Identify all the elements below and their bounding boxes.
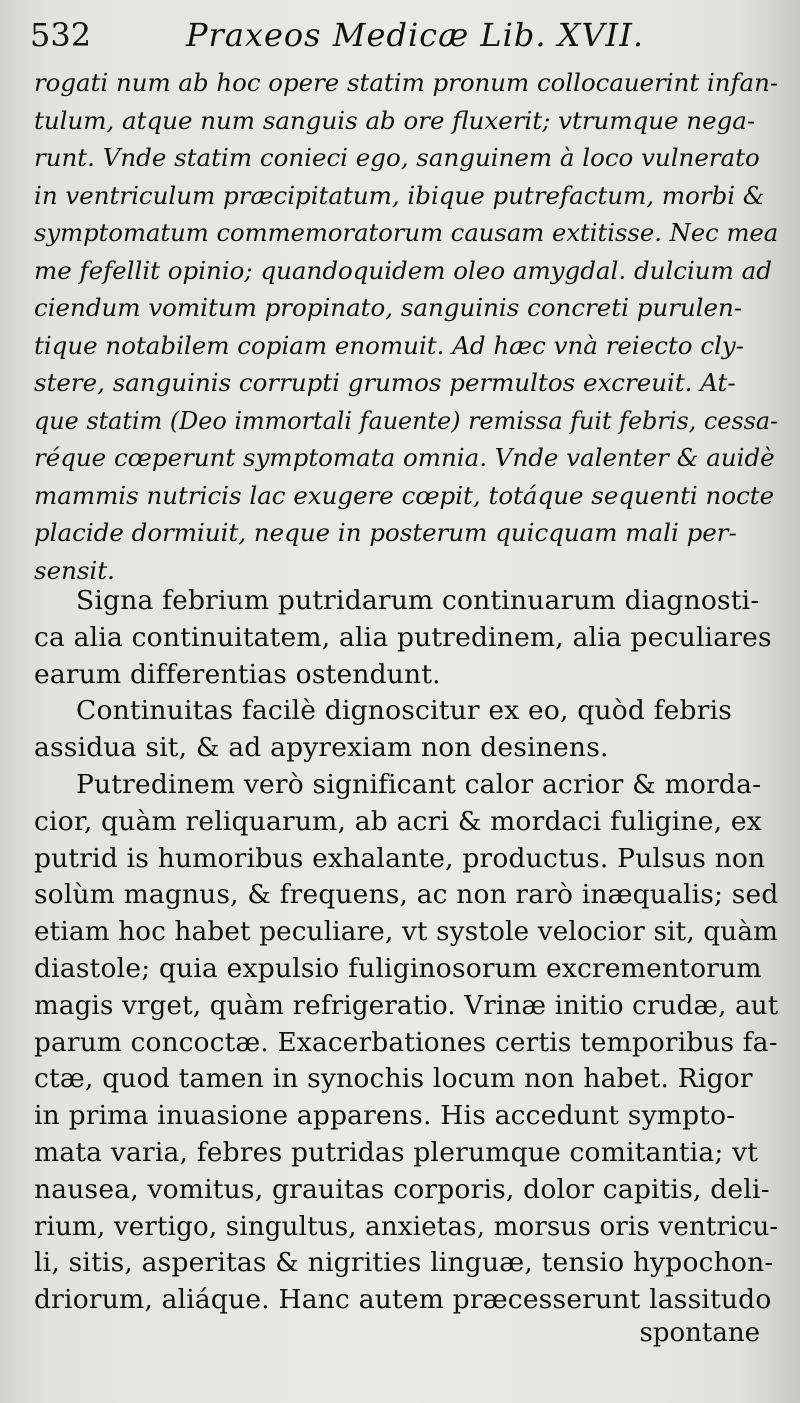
text-line: me fefellit opinio; quandoquidem oleo amygdal. dulcium ad bbox=[34, 255, 772, 285]
text-line: runt. Vnde statim conieci ego, sanguinem à loco vulnerato bbox=[34, 143, 760, 172]
text-line: in prima inuasione apparens. His accedunt sympto- bbox=[34, 1100, 736, 1132]
text-line: putrid is humoribus exhalante, productus. Pulsus non bbox=[34, 842, 766, 874]
text-line: stere, sanguinis corrupti grumos permultos excreuit. At- bbox=[34, 368, 736, 397]
text-line: que statim (Deo immortali fauente) remissa fuit febris, cessa- bbox=[34, 405, 779, 435]
text-line: placide dormiuit, neque in posterum quicquam mali per- bbox=[34, 518, 737, 547]
text-line: magis vrget, quàm refrigeratio. Vrinæ initio crudæ, aut bbox=[34, 989, 779, 1021]
text-line: tulum, atque num sanguis ab ore fluxerit; vtrumque nega- bbox=[34, 105, 756, 135]
text-line: mata varia, febres putridas plerumque comitantia; vt bbox=[34, 1136, 759, 1168]
text-line: ctæ, quod tamen in synochis locum non habet. Rigor bbox=[34, 1063, 753, 1095]
text-line: nausea, vomitus, grauitas corporis, dolor capitis, deli- bbox=[34, 1173, 770, 1205]
text-line: mammis nutricis lac exugere cœpit, totáque sequenti nocte bbox=[34, 480, 775, 510]
text-line: Signa febrium putridarum continuarum diagnosti- bbox=[76, 585, 760, 616]
text-line: diastole; quia expulsio fuliginosorum excrementorum bbox=[34, 952, 762, 984]
text-line: Continuitas facilè dignoscitur ex eo, quòd febris bbox=[76, 695, 733, 727]
text-line: driorum, aliáque. Hanc autem præcesserunt lassitudo bbox=[34, 1284, 772, 1316]
text-line: cior, quàm reliquarum, ab acri & mordaci fuligine, ex bbox=[34, 805, 762, 837]
italic-case-report bbox=[34, 64, 778, 589]
running-header bbox=[26, 14, 780, 58]
text-line: etiam hoc habet peculiare, vt systole velocior sit, quàm bbox=[34, 916, 779, 948]
text-line: réque cœperunt symptomata omnia. Vnde valenter & auidè bbox=[34, 443, 775, 472]
text-line: tique notabilem copiam enomuit. Ad hæc vnà reiecto cly- bbox=[34, 330, 745, 360]
text-line: rogati num ab hoc opere statim pronum collocauerint infan- bbox=[34, 68, 779, 97]
text-line: parum concoctæ. Exacerbationes certis temporibus fa- bbox=[34, 1026, 778, 1058]
text-line: ciendum vomitum propinato, sanguinis concreti purulen- bbox=[34, 293, 743, 322]
text-line: Putredinem verò significant calor acrior & morda- bbox=[76, 768, 762, 800]
text-line: symptomatum commemoratorum causam extitisse. Nec mea bbox=[34, 218, 779, 247]
text-line: rium, vertigo, singultus, anxietas, morsus oris ventricu- bbox=[34, 1210, 779, 1242]
text-line: ca alia continuitatem, alia putredinem, alia peculiares bbox=[34, 621, 772, 653]
text-line: in ventriculum præcipitatum, ibique putrefactum, morbi & bbox=[34, 180, 765, 210]
text-line: earum differentias ostendunt. bbox=[34, 658, 441, 690]
roman-body-text bbox=[34, 583, 778, 1319]
catchword: spontane bbox=[639, 1318, 760, 1348]
running-title: Praxeos Medicæ Lib. XVII. bbox=[186, 16, 644, 54]
text-line: sensit. bbox=[34, 555, 115, 585]
text-line: li, sitis, asperitas & nigrities linguæ, tensio hypochon- bbox=[34, 1247, 774, 1279]
text-line: assidua sit, & ad apyrexiam non desinens. bbox=[34, 732, 609, 764]
page-number: 532 bbox=[30, 16, 92, 54]
text-line: solùm magnus, & frequens, ac non rarò inæqualis; sed bbox=[34, 879, 779, 911]
